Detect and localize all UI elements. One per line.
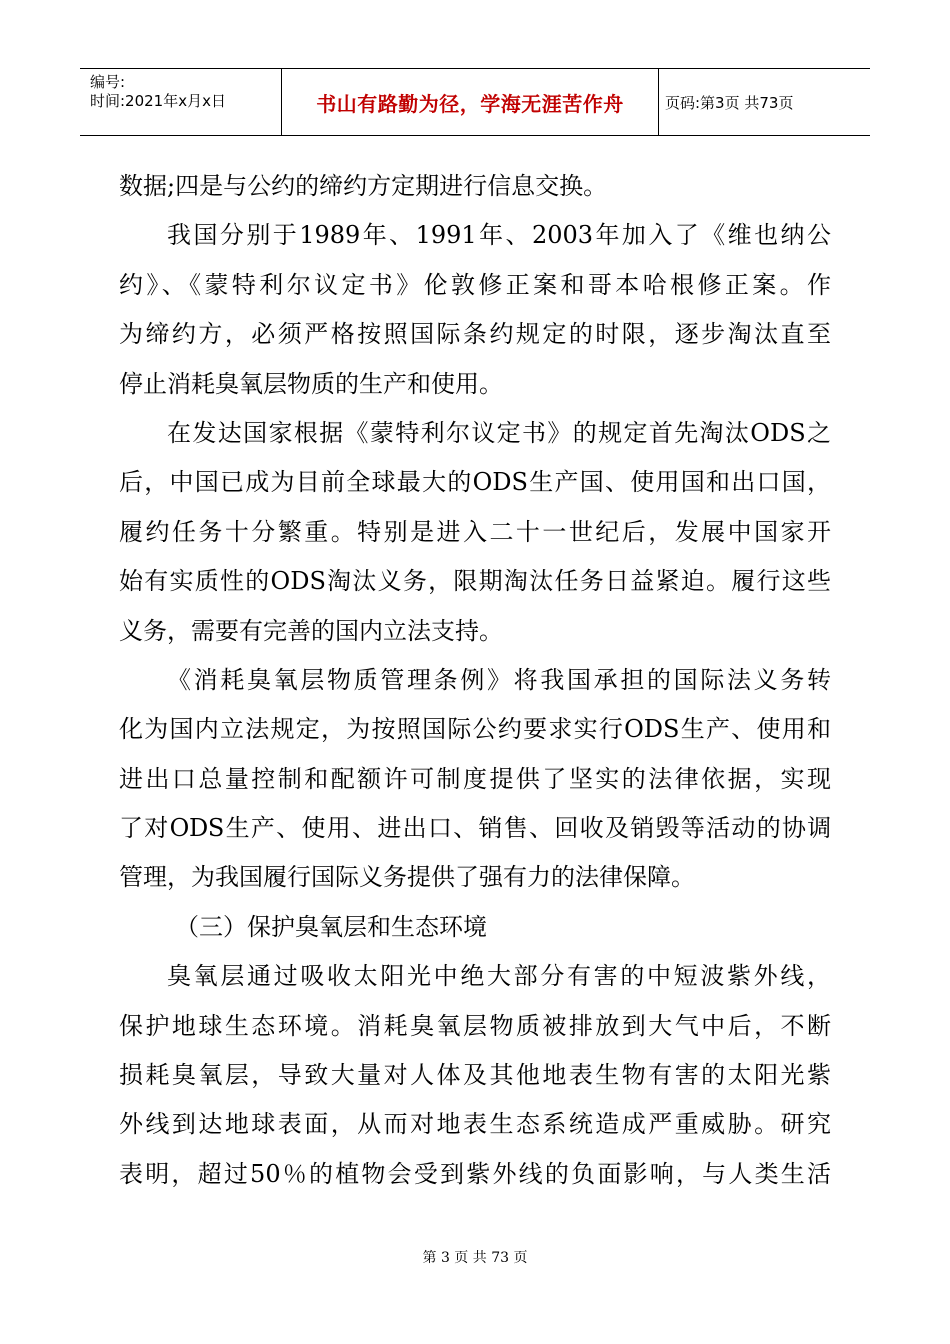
body-line: 停止消耗臭氧层物质的生产和使用。 (119, 369, 503, 398)
body-line: 保护地球生态环境。消耗臭氧层物质被排放到大气中后，不断 (119, 1011, 831, 1040)
body-line: 在发达国家根据《蒙特利尔议定书》的规定首先淘汰ODS之 (167, 418, 831, 447)
body-line: 外线到达地球表面，从而对地表生态系统造成严重威胁。研究 (119, 1110, 831, 1139)
header-page-code: 页码:第3页 共73页 (665, 93, 794, 112)
body-line: 《消耗臭氧层物质管理条例》将我国承担的国际法义务转 (167, 665, 831, 694)
body-line: 臭氧层通过吸收太阳光中绝大部分有害的中短波紫外线， (167, 962, 831, 991)
document-number-label: 编号: (90, 73, 126, 91)
document-body (119, 162, 831, 1199)
body-line: 表明，超过50％的植物会受到紫外线的负面影响，与人类生活 (119, 1159, 831, 1188)
document-time-label: 时间:2021年x月x日 (90, 92, 226, 110)
body-line: 始有实质性的ODS淘汰义务，限期淘汰任务日益紧迫。履行这些 (119, 567, 831, 596)
section-heading: （三）保护臭氧层和生态环境 (175, 912, 487, 941)
body-line: 管理，为我国履行国际义务提供了强有力的法律保障。 (119, 863, 695, 892)
body-line: 损耗臭氧层，导致大量对人体及其他地表生物有害的太阳光紫 (119, 1061, 831, 1090)
header-page-cell (659, 69, 870, 135)
body-line: 为缔约方，必须严格按照国际条约规定的时限，逐步淘汰直至 (119, 320, 831, 349)
body-line: 数据;四是与公约的缔约方定期进行信息交换。 (119, 172, 608, 200)
page-header (80, 68, 870, 136)
header-motto-cell (282, 69, 659, 135)
footer-page-number: 第 3 页 共 73 页 (422, 1250, 528, 1266)
body-line: 我国分别于1989年、1991年、2003年加入了《维也纳公 (167, 221, 831, 250)
body-line: 约》、《蒙特利尔议定书》伦敦修正案和哥本哈根修正案。作 (119, 270, 831, 299)
body-line: 化为国内立法规定，为按照国际公约要求实行ODS生产、使用和 (119, 715, 831, 744)
body-line: 后，中国已成为目前全球最大的ODS生产国、使用国和出口国， (119, 468, 831, 497)
page-footer (0, 1247, 950, 1267)
body-line: 履约任务十分繁重。特别是进入二十一世纪后，发展中国家开 (119, 517, 831, 546)
body-line: 义务，需要有完善的国内立法支持。 (119, 616, 503, 645)
body-line: 了对ODS生产、使用、进出口、销售、回收及销毁等活动的协调 (119, 814, 831, 843)
header-meta-cell (80, 69, 282, 135)
header-motto: 书山有路勤为径，学海无涯苦作舟 (316, 91, 624, 116)
body-line: 进出口总量控制和配额许可制度提供了坚实的法律依据，实现 (119, 764, 831, 793)
